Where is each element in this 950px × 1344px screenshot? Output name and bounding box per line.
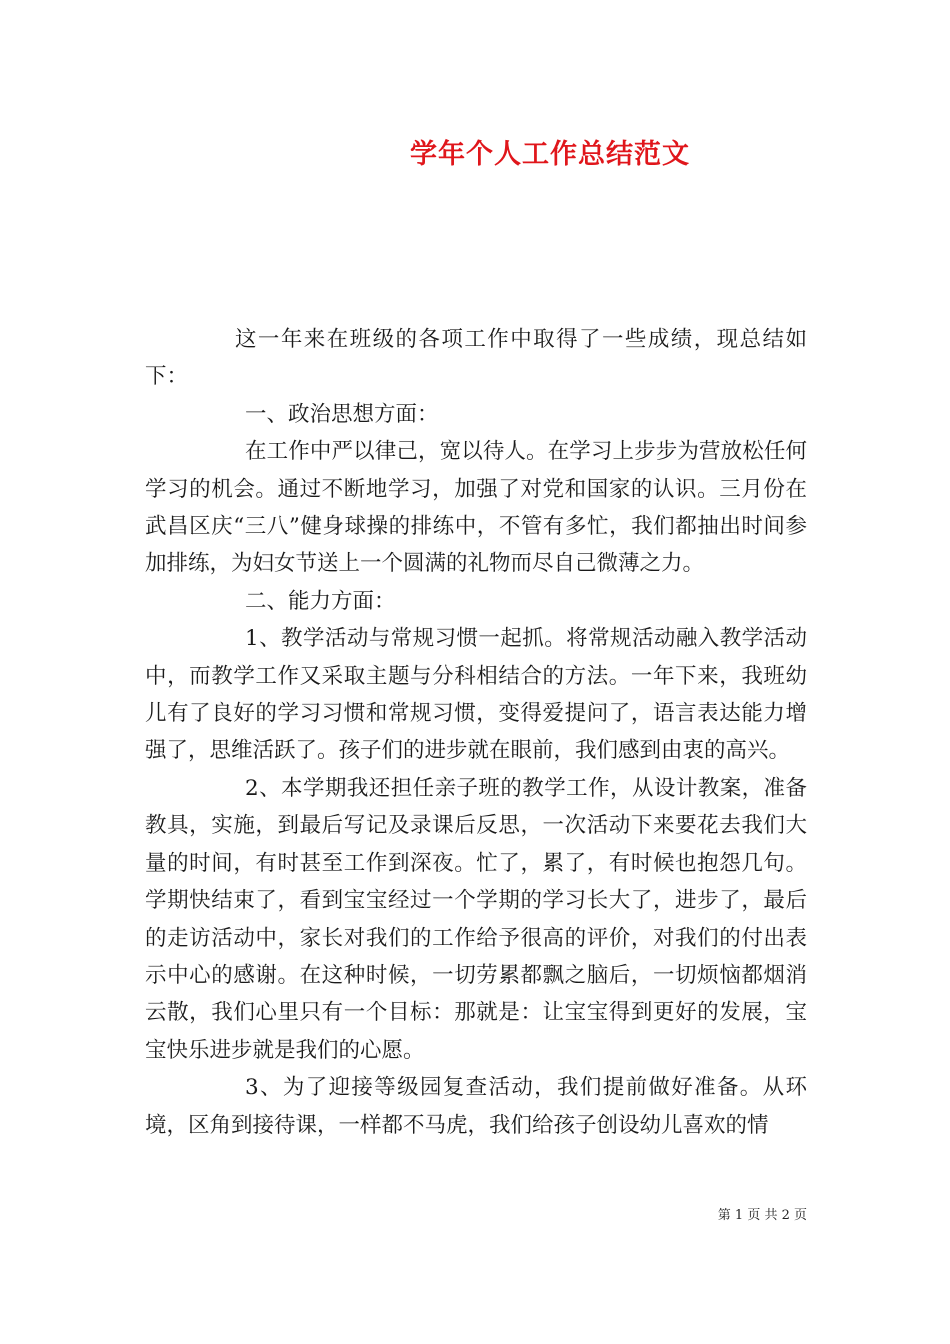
- document-title: 学年个人工作总结范文: [410, 139, 690, 170]
- page-number-footer: 第 1 页 共 2 页: [717, 1208, 807, 1223]
- heading-political: 一、政治思想方面：: [245, 401, 439, 427]
- paragraph-ability-2: 2、本学期我还担任亲子班的教学工作，从设计教案，准备教具，实施，到最后写记及录课后反思，一次活动下来要花去我们大量的时间，有时甚至工作到深夜。忙了，累了，有时候也抱怨几句。学期快结束了，看到宝宝经过一个学期的学习长大了，进步了，最后的走访活动中，家长对我们的工作给予很高的评价，对我们的付出表示中心的感谢。在这种时候，一切劳累都飘之脑后，一切烦恼都烟消云散，我们心里只有一个目标：那就是：让宝宝得到更好的发展，宝宝快乐进步就是我们的心愿。: [145, 775, 807, 1063]
- paragraph-ability-3: 3、为了迎接等级园复查活动，我们提前做好准备。从环境，区角到接待课，一样都不马虎，我们给孩子创设幼儿喜欢的情: [145, 1075, 807, 1138]
- paragraph-political: 在工作中严以律己，宽以待人。在学习上步步为营放松任何学习的机会。通过不断地学习，加强了对党和国家的认识。三月份在武昌区庆“三八”健身球操的排练中，不管有多忙，我们都抽出时间参加排练，为妇女节送上一个圆满的礼物而尽自己微薄之力。: [145, 439, 807, 577]
- paragraph-intro: 这一年来在班级的各项工作中取得了一些成绩，现总结如下：: [145, 327, 807, 390]
- heading-ability: 二、能力方面：: [245, 588, 396, 614]
- document-body: [145, 321, 807, 1144]
- paragraph-ability-1: 1、教学活动与常规习惯一起抓。将常规活动融入教学活动中，而教学工作又采取主题与分科相结合的方法。一年下来，我班幼儿有了良好的学习习惯和常规习惯，变得爱提问了，语言表达能力增强了，思维活跃了。孩子们的进步就在眼前，我们感到由衷的高兴。: [145, 626, 807, 764]
